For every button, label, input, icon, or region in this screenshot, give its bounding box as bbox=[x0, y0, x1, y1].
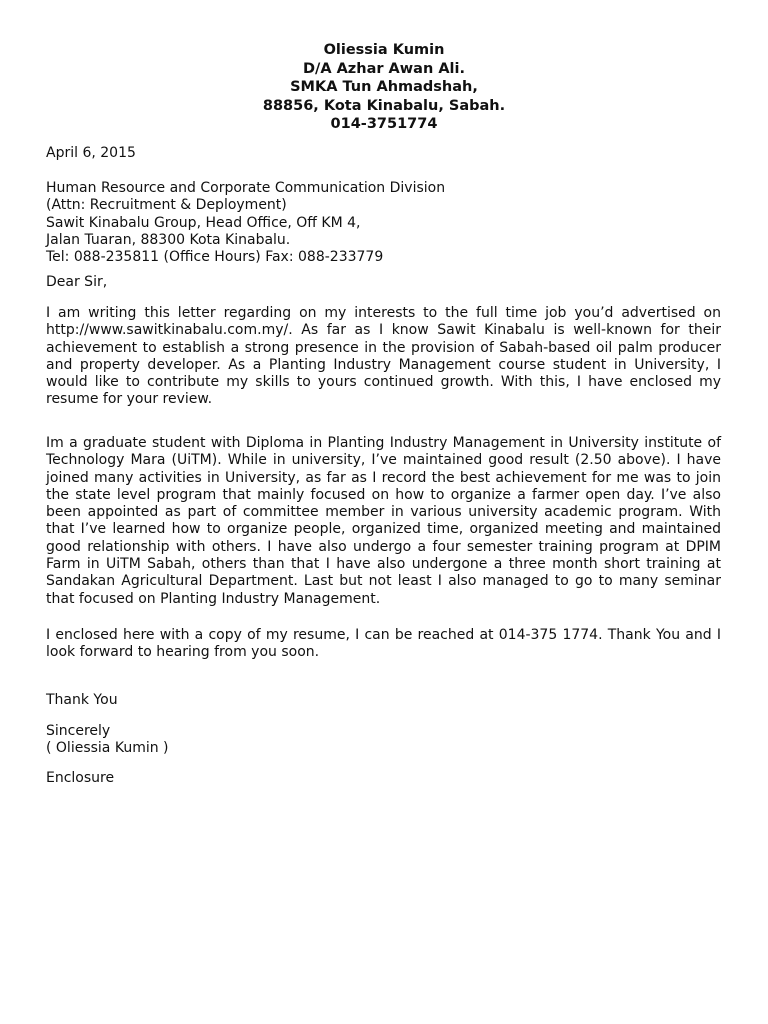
signature-name: ( Oliessia Kumin ) bbox=[46, 740, 169, 757]
closing-thanks: Thank You bbox=[46, 692, 118, 708]
sender-name: Oliessia Kumin bbox=[323, 42, 445, 58]
sender-header bbox=[0, 41, 768, 134]
salutation: Dear Sir, bbox=[46, 274, 108, 290]
recipient-line: (Attn: Recruitment & Deployment) bbox=[46, 197, 287, 214]
sender-address-line: D/A Azhar Awan Ali. bbox=[302, 60, 465, 77]
recipient-line: Sawit Kinabalu Group, Head Office, Off KM 4, bbox=[46, 214, 361, 231]
letter-date: April 6, 2015 bbox=[46, 145, 136, 161]
enclosure-note: Enclosure bbox=[46, 770, 115, 786]
body-paragraph-1: I am writing this letter regarding on my interests to the full time job you’d advertised on http://www.sawitkinabalu.com.my/. As far as I know Sawit Kinabalu is well-known for their achievement to establish a strong presence in the provision of Sabah-based oil palm producer and property developer. As a Planting Industry Management course student in University, I would like to contribute my skills to yours continued growth. With this, I have enclosed my resume for your review. bbox=[46, 305, 721, 408]
sender-address-line: SMKA Tun Ahmadshah, bbox=[290, 79, 478, 95]
body-paragraph-3: I enclosed here with a copy of my resume, I can be reached at 014-375 1774. Thank You and I look forward to hearing from you soon. bbox=[46, 627, 721, 661]
sign-off: Sincerely bbox=[46, 723, 111, 739]
signature-block bbox=[46, 723, 721, 758]
recipient-line: Human Resource and Corporate Communication Division bbox=[46, 180, 446, 196]
sender-phone: 014-3751774 bbox=[330, 116, 438, 132]
body-paragraph-2: Im a graduate student with Diploma in Planting Industry Management in University institute of Technology Mara (UiTM). While in university, I’ve maintained good result (2.50 above). I have joined many activities in University, as far as I record the best achievement for me was to join the state level program that mainly focused on how to organize a farmer open day. I’ve also been appointed as part of committee member in various university academic program. With that I’ve learned how to organize people, organized time, organized meeting and maintained good relationship with others. I have also undergo a four semester training program at DPIM Farm in UiTM Sabah, others than that I have also undergone a three month short training at Sandakan Agricultural Department. Last but not least I also managed to go to many seminar that focused on Planting Industry Management. bbox=[46, 435, 721, 607]
recipient-address bbox=[46, 180, 721, 266]
recipient-line: Tel: 088-235811 (Office Hours) Fax: 088-233779 bbox=[46, 249, 384, 266]
recipient-line: Jalan Tuaran, 88300 Kota Kinabalu. bbox=[46, 231, 291, 248]
sender-address-line: 88856, Kota Kinabalu, Sabah. bbox=[262, 97, 506, 114]
